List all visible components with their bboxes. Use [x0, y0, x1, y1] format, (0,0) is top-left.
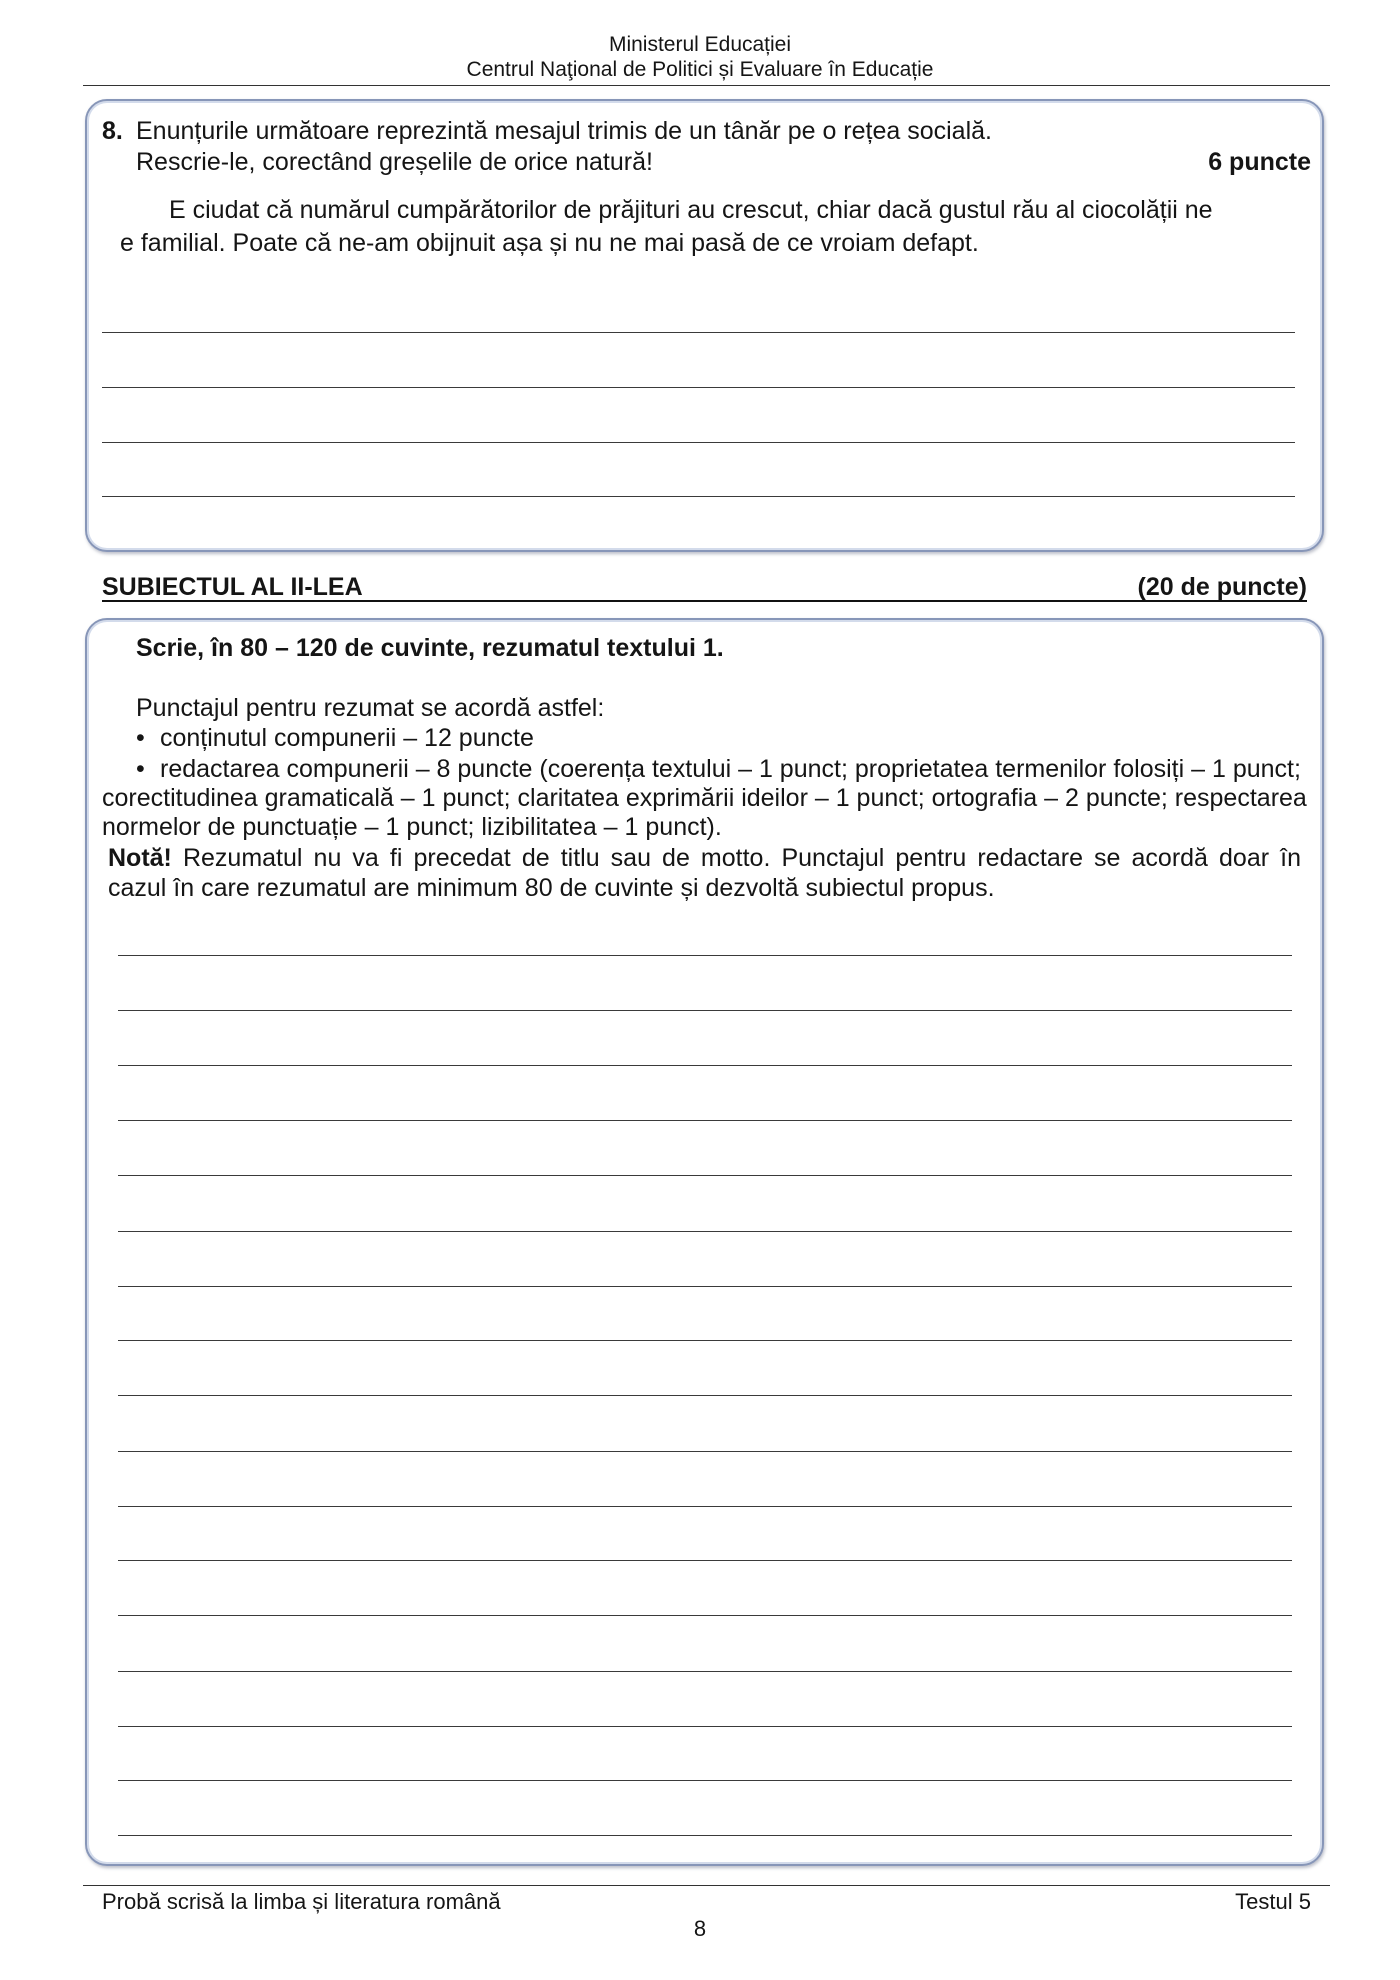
answer-line: [102, 442, 1295, 443]
message-line-1: E ciudat că numărul cumpărătorilor de prăjituri au crescut, chiar dacă gustul rău al ciocolății ne: [169, 196, 1213, 224]
writing-line: [118, 1065, 1292, 1066]
writing-line: [118, 1120, 1292, 1121]
bullet-icon: [136, 754, 145, 784]
note-line-1: [108, 843, 1301, 873]
header-divider: [83, 85, 1330, 86]
header-ministry: Ministerul Educației: [608, 33, 792, 56]
exercise-points: 6 puncte: [1208, 148, 1311, 176]
writing-line: [118, 1340, 1292, 1341]
subject-2-title: SUBIECTUL AL II-LEA: [102, 573, 363, 601]
criterion-writing-line-1: redactarea compunerii – 8 puncte (coerența textului – 1 punct; proprietatea termenilor folosiți – 1 punct;: [160, 755, 1301, 783]
subject-2-task: Scrie, în 80 – 120 de cuvinte, rezumatul textului 1.: [136, 634, 724, 662]
header-center: Centrul Naţional de Politici și Evaluare în Educație: [466, 58, 934, 81]
exercise-instruction-line-2: Rescrie-le, corectând greșelile de orice natură!: [136, 148, 653, 176]
criterion-content: conținutul compunerii – 12 puncte: [160, 724, 534, 752]
message-line-2: e familial. Poate că ne-am obijnuit așa și nu ne mai pasă de ce vroiam defapt.: [120, 229, 979, 257]
writing-line: [118, 1780, 1292, 1781]
exercise-number: 8.: [102, 117, 123, 145]
bullet-icon: [136, 723, 145, 753]
footer-test-label: Testul 5: [1235, 1889, 1311, 1914]
footer-divider: [83, 1885, 1330, 1886]
subject-2-header: [102, 573, 1307, 602]
note-line-2: cazul în care rezumatul are minimum 80 de cuvinte și dezvoltă subiectul propus.: [108, 874, 995, 902]
scoring-intro: Punctajul pentru rezumat se acordă astfel:: [136, 694, 605, 722]
exercise-instruction-line-1: Enunțurile următoare reprezintă mesajul trimis de un tânăr pe o rețea socială.: [136, 117, 992, 145]
writing-line: [118, 1726, 1292, 1727]
writing-line: [118, 1231, 1292, 1232]
writing-line: [118, 1010, 1292, 1011]
writing-line: [118, 1671, 1292, 1672]
writing-line: [118, 1560, 1292, 1561]
answer-line: [102, 387, 1295, 388]
subject-2-points: (20 de puncte): [1137, 573, 1307, 601]
writing-line: [118, 1451, 1292, 1452]
note-label: Notă!: [108, 844, 172, 872]
note-text-1: Rezumatul nu va fi precedat de titlu sau de motto. Punctajul pentru redactare se acordă doar în: [182, 844, 1301, 872]
writing-line: [118, 1395, 1292, 1396]
writing-line: [118, 1175, 1292, 1176]
writing-line: [118, 1835, 1292, 1836]
answer-line: [102, 332, 1295, 333]
writing-line: [118, 955, 1292, 956]
writing-line: [118, 1286, 1292, 1287]
answer-line: [102, 496, 1295, 497]
writing-line: [118, 1506, 1292, 1507]
criterion-writing-line-2: corectitudinea gramaticală – 1 punct; claritatea exprimării ideilor – 1 punct; ortografia – 2 puncte; respectarea: [102, 784, 1307, 812]
footer-exam-title: Probă scrisă la limba și literatura română: [102, 1889, 501, 1914]
writing-line: [118, 1615, 1292, 1616]
page-number: 8: [693, 1916, 707, 1941]
criterion-writing-line-3: normelor de punctuație – 1 punct; lizibilitatea – 1 punct).: [102, 813, 722, 841]
